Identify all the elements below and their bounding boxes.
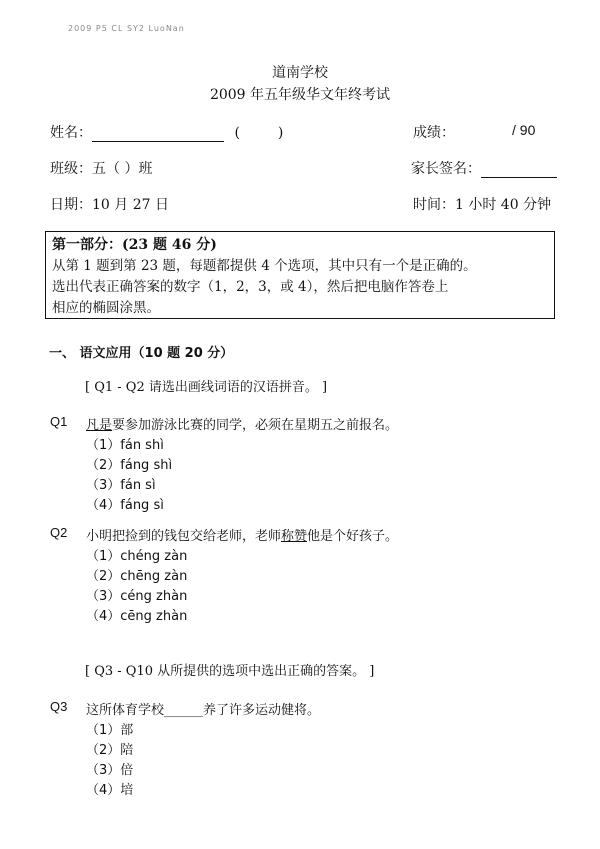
part1-title: 第一部分：(23 题 46 分) xyxy=(52,237,217,253)
question-number: Q1 xyxy=(50,414,68,429)
paren-close: ) xyxy=(277,125,284,141)
option-4[interactable]: （4）cēng zhàn xyxy=(86,609,188,624)
question-text-pre: 这所体育学校 xyxy=(86,703,165,718)
option-2[interactable]: （2）chēng zàn xyxy=(86,569,188,584)
answer-blank[interactable]: ______ xyxy=(164,703,204,718)
option-4[interactable]: （4）培 xyxy=(86,783,134,798)
option-4[interactable]: （4）fáng sì xyxy=(86,498,164,513)
parent-label: 家长签名： xyxy=(411,161,481,177)
section-heading: 一、 语文应用（10 题 20 分） xyxy=(49,346,234,361)
score-total: / 90 xyxy=(512,122,536,138)
option-3[interactable]: （3）倍 xyxy=(86,763,134,778)
question-number: Q2 xyxy=(50,525,68,540)
paren-open: ( xyxy=(234,125,240,141)
question-text-pre: 小明把捡到的钱包交给老师，老师 xyxy=(86,529,282,544)
school-name: 道南学校 xyxy=(272,65,328,81)
question-number: Q3 xyxy=(50,699,68,714)
exam-title: 2009 年五年级华文年终考试 xyxy=(209,87,391,103)
option-3[interactable]: （3）céng zhàn xyxy=(86,589,188,604)
instruction-note: [ Q1 - Q2 请选出画线词语的汉语拼音。 ] xyxy=(85,380,328,395)
parent-signature-row xyxy=(411,158,557,178)
question-text xyxy=(86,414,398,433)
option-3[interactable]: （3）fán sì xyxy=(86,478,156,493)
name-row xyxy=(50,122,283,142)
option-2[interactable]: （2）fáng shì xyxy=(86,458,173,473)
question-text-post: 他是个好孩子。 xyxy=(307,529,399,544)
option-1[interactable]: （1）chéng zàn xyxy=(86,549,188,564)
part1-line: 从第 1 题到第 23 题，每题都提供 4 个选项，其中只有一个是正确的。 xyxy=(52,258,477,274)
score-label: 成绩： xyxy=(413,125,455,141)
question-text xyxy=(86,525,398,544)
time-label: 时间：1 小时 40 分钟 xyxy=(413,197,552,213)
part1-instruction-box xyxy=(45,231,555,319)
name-label: 姓名： xyxy=(50,125,92,141)
option-2[interactable]: （2）陪 xyxy=(86,743,134,758)
parent-signature-blank[interactable] xyxy=(481,163,557,178)
option-1[interactable]: （1）部 xyxy=(86,723,134,738)
instruction-note: [ Q3 - Q10 从所提供的选项中选出正确的答案。 ] xyxy=(85,664,375,679)
class-label: 班级：五（ ）班 xyxy=(50,161,153,177)
question-text xyxy=(86,699,320,718)
part1-line: 选出代表正确答案的数字（1，2，3，或 4），然后把电脑作答卷上 xyxy=(52,279,449,295)
date-label: 日期：10 月 27 日 xyxy=(50,197,169,213)
underlined-word: 凡是 xyxy=(86,418,113,433)
question-text-post: 要参加游泳比赛的同学，必须在星期五之前报名。 xyxy=(112,418,399,433)
question-text-post: 养了许多运动健将。 xyxy=(203,703,321,718)
header-note: 2009 P5 CL SY2 LuoNan xyxy=(68,24,185,33)
underlined-word: 称赞 xyxy=(281,529,308,544)
part1-line: 相应的椭圆涂黑。 xyxy=(52,300,160,316)
option-1[interactable]: （1）fán shì xyxy=(86,438,164,453)
name-blank[interactable] xyxy=(92,127,224,142)
